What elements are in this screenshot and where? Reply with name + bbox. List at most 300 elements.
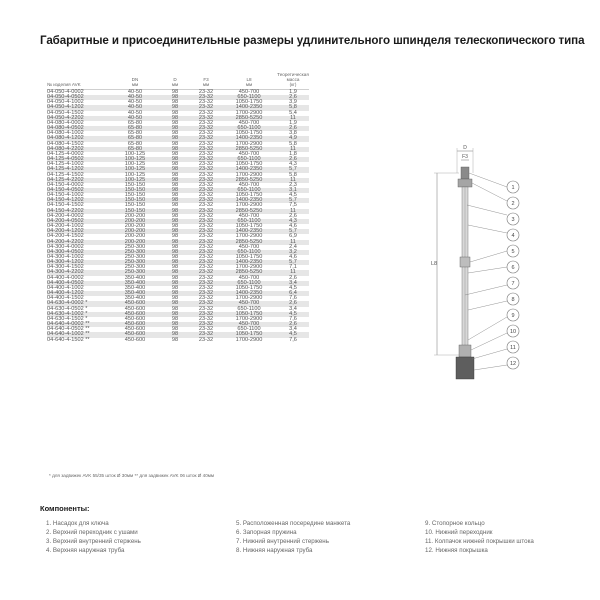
cell-l8: 1700-2900 [235,109,263,116]
cell-f3: 23-32 [198,99,214,106]
cell-mass: 2,6 [289,274,297,281]
cell-mass: 3,1 [277,188,309,193]
cell-l8: 450-700 [238,119,260,126]
component-item: 5. Расположенная посередине манжета [236,520,351,527]
cell-code: 04-080-4-0502 [47,126,111,131]
cell-mass: 3,2 [277,250,309,255]
cell-l8: 1050-1750 [235,223,263,230]
cell-d: 98 [159,209,191,214]
cell-l8: 1050-1750 [221,312,277,317]
cell-d: 98 [171,274,179,281]
cell-mass: 11 [277,270,309,275]
cell-dn: 100-125 [124,171,146,178]
cell-f3: 23-32 [198,202,214,209]
cell-dn: 40-50 [111,116,159,121]
component-item: 4. Верхняя наружная труба [46,546,125,554]
cell-dn: 250-300 [111,250,159,255]
cell-dn: 150-150 [111,198,159,203]
d-label: D [463,145,467,151]
cell-d: 98 [159,147,191,152]
cell-dn: 200-200 [124,223,146,230]
cell-f3: 23-32 [191,157,221,162]
cell-d: 98 [171,161,179,168]
callout-number: 11 [510,345,516,351]
component-item: 1. Насадок для ключа [46,520,109,527]
f3-label: F3 [462,154,468,160]
cell-mass: 2,6 [277,126,309,131]
cell-mass: 5,7 [277,198,309,203]
cell-l8: 1050-1750 [221,332,277,337]
cell-code: 04-080-4-2202 [47,147,111,152]
cell-mass: 3,4 [289,326,297,333]
cell-d: 98 [171,336,179,343]
cell-f3: 23-32 [198,243,214,250]
component-item: 3. Верхний внутренний стержень [46,537,141,545]
cell-f3: 23-32 [198,130,214,137]
cell-mass: 2,6 [277,322,309,327]
cell-l8: 1400-2350 [221,260,277,265]
cell-d: 98 [159,105,191,110]
upper-adapter-part [458,179,472,187]
cell-mass: 11 [277,240,309,245]
cell-dn: 200-200 [124,233,146,240]
cell-d: 98 [171,181,179,188]
cell-d: 98 [171,140,179,147]
cell-dn: 450-600 [124,305,146,312]
cell-dn: 150-150 [124,202,146,209]
cell-code: 04-300-4-2202 [47,270,111,275]
cell-d: 98 [171,233,179,240]
key-cap-part [461,167,469,179]
cell-code: 04-150-4-1002 [47,192,84,199]
cell-f3: 23-32 [191,116,221,121]
spindle-drawing [425,145,555,395]
cell-f3: 23-32 [191,270,221,275]
cell-d: 98 [159,126,191,131]
cell-code: 04-640-4-1002 ** [47,332,111,337]
cell-d: 98 [159,260,191,265]
cell-mass: 2,6 [277,95,309,100]
cell-f3: 23-32 [191,229,221,234]
cell-f3: 23-32 [198,161,214,168]
callout-number: 6 [511,265,515,271]
cell-l8: 650-1100 [221,188,277,193]
cell-dn: 350-400 [124,295,146,302]
cell-code: 04-125-4-2202 [47,178,111,183]
header-code [47,67,111,90]
cell-l8: 450-700 [238,212,260,219]
cell-d: 98 [171,264,179,271]
cell-f3: 23-32 [198,305,214,312]
cell-mass: 3,9 [289,99,297,106]
cell-f3: 23-32 [198,315,214,322]
cell-code: 04-050-4-1502 [47,109,84,116]
cell-f3: 23-32 [191,240,221,245]
cell-mass: 11 [277,116,309,121]
cell-mass: 5,7 [277,167,309,172]
cell-mass: 6,9 [289,233,297,240]
cell-mass: 3,4 [289,305,297,312]
cell-mass: 7,6 [289,336,297,343]
cell-mass: 2,6 [289,212,297,219]
cell-d: 98 [159,229,191,234]
cell-code: 04-400-4-0002 [47,274,84,281]
dimensions-table [47,67,309,343]
cell-dn: 40-50 [127,89,143,95]
cell-f3: 23-32 [191,209,221,214]
cell-code: 04-050-4-0002 [47,89,84,95]
cell-d: 98 [159,178,191,183]
cell-f3: 23-32 [198,140,214,147]
cell-dn: 200-200 [124,212,146,219]
cell-dn: 250-300 [124,264,146,271]
cell-f3: 23-32 [191,312,221,317]
cell-code: 04-080-4-0002 [47,119,84,126]
cell-mass: 6,4 [277,291,309,296]
cell-code: 04-300-4-0502 [47,250,111,255]
lower-cover-part [456,357,474,379]
cell-f3: 23-32 [191,105,221,110]
cell-code: 04-080-4-1202 [47,136,111,141]
cell-code: 04-150-4-0502 [47,188,111,193]
cell-d: 98 [159,219,191,224]
header-dn-text: DN мм [131,77,139,87]
cell-mass: 4,6 [289,223,297,230]
cell-f3: 23-32 [191,167,221,172]
cell-dn: 150-150 [124,192,146,199]
cell-d: 98 [171,109,179,116]
header-d [159,67,191,90]
cell-l8: 1700-2900 [235,315,263,322]
cell-d: 98 [159,291,191,296]
cell-f3: 23-32 [191,136,221,141]
cell-mass: 4,3 [289,161,297,168]
cell-f3: 23-32 [191,332,221,337]
callout-number: 5 [511,249,515,255]
cell-f3: 23-32 [198,223,214,230]
cell-mass: 3,4 [277,281,309,286]
cell-d: 98 [159,270,191,275]
cell-d: 98 [159,188,191,193]
cell-dn: 100-125 [111,167,159,172]
cell-l8: 1700-2900 [235,202,263,209]
cell-f3: 23-32 [191,198,221,203]
callout-markers [507,181,519,369]
cell-code: 04-400-4-1202 [47,291,111,296]
cell-d: 98 [171,254,179,260]
cell-d: 98 [171,119,179,126]
cell-l8: 1050-1750 [235,254,263,260]
cell-dn: 65-80 [111,136,159,141]
header-dn [111,67,159,90]
table-body [47,90,309,343]
callout-number: 2 [511,201,515,207]
cell-l8: 650-1100 [221,126,277,131]
callout-number: 9 [511,313,515,319]
cell-dn: 150-150 [111,188,159,193]
component-item: 10. Нижний переходник [425,528,493,536]
cell-dn: 40-50 [111,105,159,110]
cell-dn: 250-300 [124,254,146,260]
cell-mass: 2,6 [277,157,309,162]
cell-dn: 450-600 [111,301,159,306]
cell-f3: 23-32 [198,254,214,260]
callout-number: 12 [509,361,517,367]
callout-number: 4 [511,233,515,239]
callout-number: 7 [511,281,515,287]
cell-l8: 1700-2900 [235,264,263,271]
cell-dn: 450-600 [111,322,159,327]
cell-dn: 100-125 [124,150,146,157]
cell-code: 04-300-4-1002 [47,254,84,260]
cell-d: 98 [159,250,191,255]
cell-d: 98 [171,150,179,157]
cell-mass: 2,6 [277,301,309,306]
cell-d: 98 [159,95,191,100]
cell-dn: 40-50 [127,109,143,116]
cell-dn: 350-400 [124,284,146,291]
cell-dn: 250-300 [111,260,159,265]
cell-code: 04-050-4-0502 [47,95,111,100]
cell-code: 04-300-4-0002 [47,243,84,250]
cell-f3: 23-32 [198,264,214,271]
cell-l8: 1700-2900 [235,336,263,343]
cell-l8: 2850-5250 [221,240,277,245]
table-row [47,338,309,343]
cell-f3: 23-32 [191,178,221,183]
cell-f3: 23-32 [198,89,214,95]
callout-number: 1 [511,185,515,191]
callout-leaders [465,173,507,370]
cell-mass: 7,6 [289,315,297,322]
cell-code: 04-200-4-2202 [47,240,111,245]
cell-dn: 450-600 [111,332,159,337]
cell-dn: 65-80 [127,119,143,126]
cell-f3: 23-32 [198,192,214,199]
cell-code: 04-630-4-0002 * [47,301,111,306]
cell-d: 98 [159,198,191,203]
cell-d: 98 [159,136,191,141]
cell-d: 98 [171,192,179,199]
cell-code: 04-125-4-0002 [47,150,84,157]
cell-code: 04-630-4-0502 * [47,305,88,312]
cell-f3: 23-32 [198,119,214,126]
callout-number: 3 [511,217,515,223]
cell-code: 04-080-4-1002 [47,130,84,137]
components-column-1 [46,520,141,556]
cell-code: 04-125-4-1502 [47,171,84,178]
cell-d: 98 [159,322,191,327]
header-code-text: № изделия AVK [47,82,81,87]
cell-code: 04-050-4-1202 [47,105,111,110]
cell-dn: 40-50 [127,99,143,106]
cell-l8: 1050-1750 [235,130,263,137]
header-f3 [191,67,221,90]
cell-dn: 100-125 [111,157,159,162]
cell-code: 04-125-4-0502 [47,157,111,162]
cell-l8: 1400-2350 [221,291,277,296]
cell-f3: 23-32 [198,274,214,281]
cell-mass: 5,8 [289,140,297,147]
component-item: 9. Стопорное кольцо [425,520,485,527]
cell-d: 98 [171,171,179,178]
component-item: 11. Колпачок нижней покрышки штока [425,537,534,545]
header-mass [277,67,309,90]
cell-d: 98 [159,312,191,317]
cell-mass: 5,8 [277,105,309,110]
cell-l8: 1700-2900 [235,295,263,302]
middle-collar-part [460,257,470,267]
cell-l8: 1050-1750 [235,192,263,199]
cell-d: 98 [171,243,179,250]
component-item: 8. Нижняя наружная труба [236,546,313,554]
cell-d: 98 [171,223,179,230]
cell-dn: 450-600 [111,312,159,317]
cell-f3: 23-32 [191,95,221,100]
cell-code: 04-200-4-0502 [47,219,111,224]
cell-f3: 23-32 [198,181,214,188]
lower-adapter-part [459,345,471,357]
cell-dn: 250-300 [124,243,146,250]
cell-dn: 200-200 [111,229,159,234]
cell-code: 04-050-4-1002 [47,99,84,106]
cell-f3: 23-32 [198,109,214,116]
component-item: 6. Запорная пружина [236,528,297,536]
cell-l8: 1050-1750 [235,284,263,291]
cell-dn: 150-150 [124,181,146,188]
cell-code: 04-200-4-1202 [47,229,111,234]
cell-code: 04-200-4-1002 [47,223,84,230]
component-item: 7. Нижний внутренний стержень [236,537,329,545]
cell-mass: 2,3 [289,181,297,188]
cell-code: 04-630-4-1502 * [47,315,88,322]
cell-l8: 1400-2350 [221,229,277,234]
cell-mass: 7,6 [289,295,297,302]
cell-f3: 23-32 [198,326,214,333]
cell-f3: 23-32 [191,188,221,193]
cell-d: 98 [159,281,191,286]
cell-d: 98 [171,99,179,106]
cell-d: 98 [159,116,191,121]
cell-l8: 2850-5250 [221,147,277,152]
cell-mass: 1,9 [289,89,297,95]
cell-l8: 1700-2900 [235,171,263,178]
cell-l8: 2850-5250 [221,209,277,214]
cell-l8: 1400-2350 [221,136,277,141]
cell-mass: 4,5 [289,192,297,199]
cell-mass: 5,8 [289,171,297,178]
cell-mass: 2,4 [289,243,297,250]
cell-d: 98 [171,295,179,302]
cell-l8: 450-700 [238,243,260,250]
cell-f3: 23-32 [198,212,214,219]
cell-dn: 200-200 [111,240,159,245]
cell-l8: 450-700 [238,89,260,95]
cell-d: 98 [171,212,179,219]
cell-f3: 23-32 [198,171,214,178]
cell-code: 04-400-4-1002 [47,284,84,291]
cell-f3: 23-32 [191,147,221,152]
cell-code: 04-050-4-2202 [47,116,111,121]
components-title: Компоненты: [40,504,90,513]
cell-code: 04-150-4-2202 [47,209,111,214]
cell-dn: 450-600 [124,326,146,333]
callout-number: 10 [509,329,517,335]
cell-d: 98 [171,326,179,333]
cell-l8: 2850-5250 [221,178,277,183]
cell-f3: 23-32 [191,260,221,265]
cell-l8: 1400-2350 [221,167,277,172]
cell-l8: 1400-2350 [221,105,277,110]
cell-code: 04-400-4-0502 [47,281,111,286]
cell-l8: 1050-1750 [235,99,263,106]
cell-mass: 7,5 [289,202,297,209]
cell-l8: 650-1100 [221,250,277,255]
cell-mass: 5,7 [277,229,309,234]
cell-f3: 23-32 [191,219,221,224]
components-column-2 [236,520,350,556]
cell-l8: 450-700 [238,274,260,281]
cell-code: 04-125-4-1002 [47,161,84,168]
callout-number: 8 [511,297,515,303]
cell-code: 04-640-4-1502 ** [47,336,90,343]
cell-mass: 1,9 [289,119,297,126]
cell-dn: 100-125 [111,178,159,183]
cell-l8: 1700-2900 [235,140,263,147]
cell-l8: 650-1100 [221,281,277,286]
cell-mass: 4,5 [277,332,309,337]
cell-code: 04-630-4-1002 * [47,312,111,317]
page-title: Габаритные и присоединительные размеры удлинительного шпинделя телескопического типа [40,34,585,47]
cell-l8: 650-1100 [221,157,277,162]
cell-code: 04-150-4-0002 [47,181,84,188]
cell-l8: 1700-2900 [235,233,263,240]
cell-l8: 2850-5250 [221,270,277,275]
header-f3-text: F3 мм [202,77,210,87]
cell-l8: 650-1100 [221,95,277,100]
component-item: 12. Нижняя покрышка [425,546,488,554]
cell-d: 98 [159,332,191,337]
cell-code: 04-640-4-0002 ** [47,322,111,327]
cell-dn: 450-600 [124,336,146,343]
cell-mass: 5,4 [289,109,297,116]
cell-d: 98 [159,240,191,245]
cell-dn: 65-80 [111,126,159,131]
cell-dn: 150-150 [111,209,159,214]
cell-code: 04-150-4-1202 [47,198,111,203]
cell-f3: 23-32 [191,250,221,255]
cell-d: 98 [171,305,179,312]
cell-l8: 2850-5250 [221,116,277,121]
cell-l8: 450-700 [221,301,277,306]
cell-code: 04-150-4-1502 [47,202,84,209]
cell-mass: 7,1 [289,264,297,271]
cell-dn: 250-300 [111,270,159,275]
cell-dn: 40-50 [111,95,159,100]
table-header-row [47,67,309,90]
cell-l8: 650-1100 [221,219,277,224]
cell-l8: 450-700 [221,322,277,327]
components-column-3 [425,520,534,556]
cell-dn: 450-600 [124,315,146,322]
header-mass-text: Теоретическая масса (кг) [277,72,309,87]
cell-f3: 23-32 [198,150,214,157]
cell-f3: 23-32 [191,291,221,296]
cell-l8: 450-700 [238,181,260,188]
cell-d: 98 [171,284,179,291]
cell-mass: 4,6 [289,254,297,260]
cell-dn: 350-400 [111,291,159,296]
